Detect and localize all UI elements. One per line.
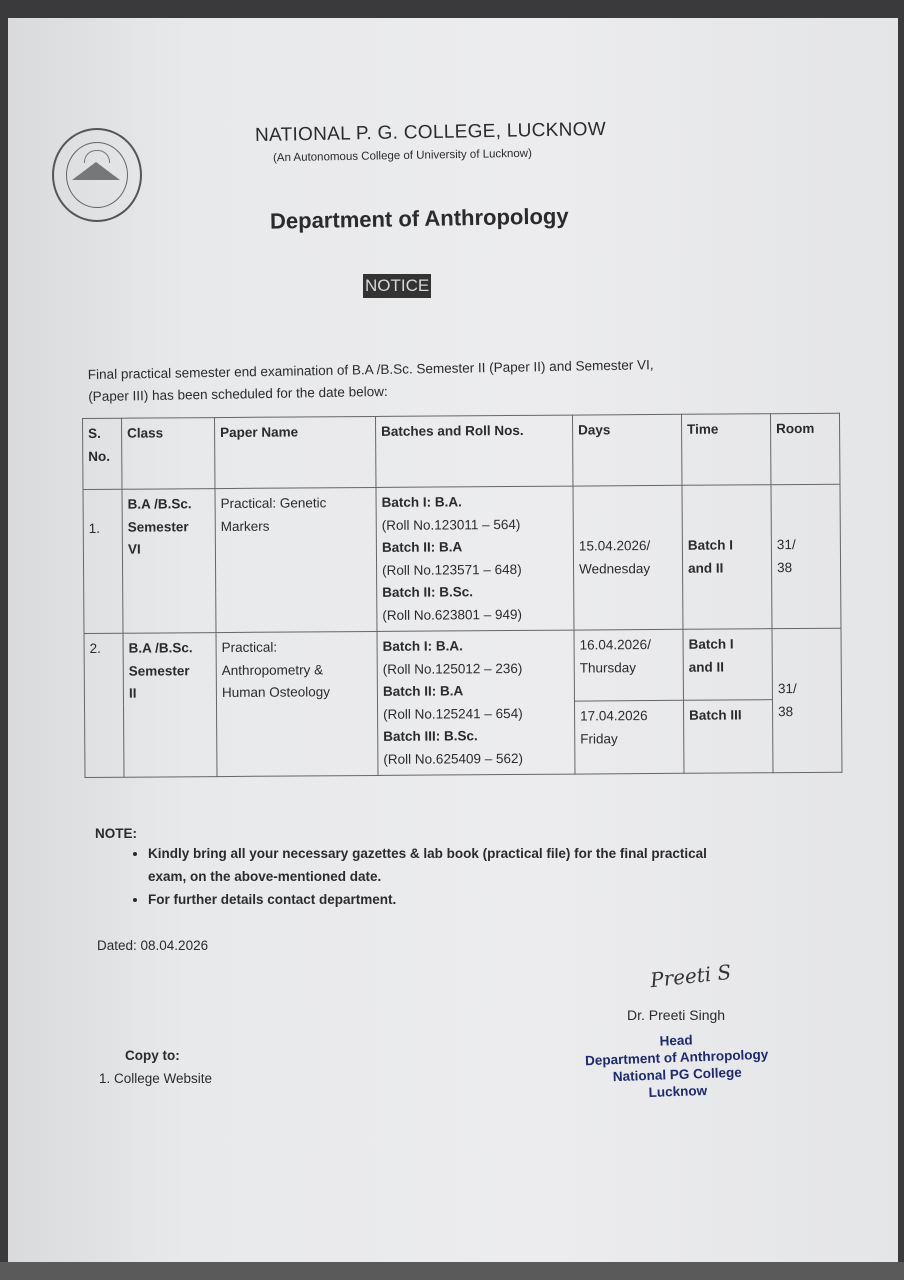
batch-label: Batch I: B.A. xyxy=(382,638,463,654)
stamp-line: Lucknow xyxy=(648,1082,708,1101)
copy-to-title: Copy to: xyxy=(125,1048,180,1063)
note-title: NOTE: xyxy=(95,826,137,841)
college-name: NATIONAL P. G. COLLEGE, LUCKNOW xyxy=(254,118,607,147)
cell-paper: Practical: xyxy=(221,639,278,656)
batch-label: Batch II: B.A xyxy=(382,683,464,699)
note-item: • Kindly bring all your necessary gazettes & lab book (practical file) for the final practical exam, on the above-mentioned date. xyxy=(148,842,748,888)
official-stamp xyxy=(576,1029,778,1104)
header-sno: No. xyxy=(88,448,111,464)
batch-roll: (Roll No.623801 – 949) xyxy=(382,606,523,623)
note-list xyxy=(120,842,748,911)
table-header-row xyxy=(83,413,840,489)
cell-day: Friday xyxy=(580,730,618,747)
cell-day: 15.04.2026/ xyxy=(578,538,651,554)
batch-roll: (Roll No.125012 – 236) xyxy=(382,660,523,677)
cell-paper: Practical: Genetic xyxy=(220,495,327,512)
cell-class: Semester xyxy=(128,662,190,679)
signatory-name: Dr. Preeti Singh xyxy=(627,1007,726,1023)
cell-sno: 2. xyxy=(84,633,124,777)
cell-time: and II xyxy=(688,560,724,576)
cell-paper: Markers xyxy=(220,518,270,534)
cell-class: Semester xyxy=(127,518,189,535)
batch-label: Batch I: B.A. xyxy=(381,494,462,510)
header-room: Room xyxy=(770,413,839,484)
exam-schedule-table xyxy=(82,413,842,778)
batch-roll: (Roll No.123011 – 564) xyxy=(381,516,521,533)
batch-label: Batch II: B.A xyxy=(381,539,463,555)
header-batches: Batches and Roll Nos. xyxy=(375,415,572,487)
cell-paper: Anthropometry & xyxy=(221,661,324,678)
intro-line: Final practical semester end examination of B.A /B.Sc. Semester II (Paper II) and Semester VI, xyxy=(87,357,654,383)
stamp-line: National PG College xyxy=(612,1064,743,1085)
header-paper: Paper Name xyxy=(215,416,376,488)
cell-room: 38 xyxy=(778,703,794,719)
header-class: Class xyxy=(122,418,215,490)
note-item: • For further details contact department. xyxy=(148,888,748,911)
stamp-line: Department of Anthropology xyxy=(584,1046,769,1069)
cell-day: 16.04.2026/ xyxy=(579,637,651,653)
cell-room: 38 xyxy=(777,559,793,575)
cell-time: Batch I xyxy=(687,537,733,553)
cell-class: VI xyxy=(127,541,141,557)
batch-roll: (Roll No.123571 – 648) xyxy=(382,561,522,578)
background-surface xyxy=(0,1262,904,1280)
cell-time: Batch I xyxy=(688,636,734,652)
department-title: Department of Anthropology xyxy=(269,203,569,234)
cell-class: II xyxy=(128,685,137,701)
cell-time: and II xyxy=(688,659,725,675)
cell-room: 31/ xyxy=(776,537,796,553)
cell-day: 17.04.2026 xyxy=(580,708,648,724)
handwritten-signature: Preeti S xyxy=(648,959,733,993)
batch-roll: (Roll No.625409 – 562) xyxy=(383,750,524,767)
cell-time: Batch III xyxy=(683,700,773,774)
header-sno: S. xyxy=(88,425,101,441)
cell-sno: 1. xyxy=(83,489,123,633)
cell-paper: Human Osteology xyxy=(221,684,331,701)
cell-room: 31/ xyxy=(777,681,797,697)
header-days: Days xyxy=(572,414,681,486)
batch-roll: (Roll No.125241 – 654) xyxy=(383,705,523,722)
college-subtitle: (An Autonomous College of University of Lucknow) xyxy=(272,147,532,165)
stamp-line: Head xyxy=(659,1032,693,1049)
cell-class: B.A /B.Sc. xyxy=(127,496,192,512)
cell-day: Thursday xyxy=(579,659,637,676)
batch-label: Batch II: B.Sc. xyxy=(382,584,474,600)
batch-label: Batch III: B.Sc. xyxy=(383,728,478,744)
copy-to-item: 1. College Website xyxy=(99,1071,213,1086)
cell-day: Wednesday xyxy=(579,560,651,577)
table-row xyxy=(84,628,841,704)
table-row xyxy=(83,484,841,633)
dated-text: Dated: 08.04.2026 xyxy=(97,938,209,953)
notice-label: NOTICE xyxy=(363,274,431,298)
intro-line: (Paper III) has been scheduled for the date below: xyxy=(88,383,388,405)
header-time: Time xyxy=(681,414,770,486)
college-seal-logo xyxy=(52,128,142,222)
cell-class: B.A /B.Sc. xyxy=(128,640,193,656)
